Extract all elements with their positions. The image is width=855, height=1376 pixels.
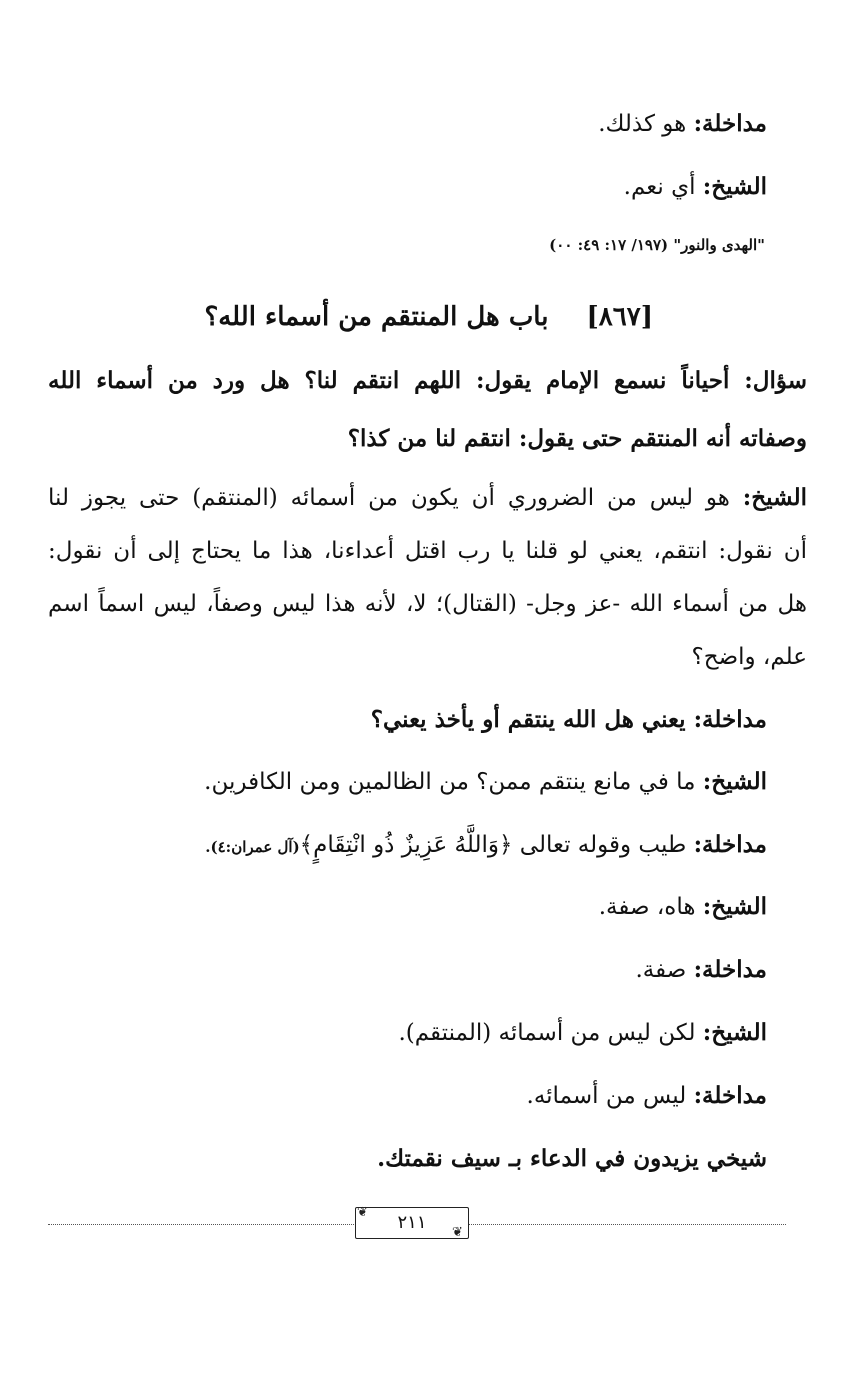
speaker-label: الشيخ: (742, 484, 807, 511)
speaker-label: مداخلة: (693, 956, 767, 983)
page-number: ٢١١ (355, 1207, 469, 1239)
answer-text: هو ليس من الضروري أن يكون من أسمائه (المنتقم) حتى يجوز لنا (48, 485, 743, 511)
question-line (48, 366, 807, 396)
dialogue-line (398, 1018, 767, 1048)
section-title: باب هل المنتقم من أسماء الله؟ (204, 302, 549, 332)
speaker-label: الشيخ: (702, 173, 767, 200)
dialogue-text: ما في مانع ينتقم ممن؟ من الظالمين ومن الكافرين. (204, 769, 703, 795)
dialogue-line (527, 1081, 767, 1111)
closing-line: شيخي يزيدون في الدعاء بـ سيف نقمتك. (377, 1145, 767, 1172)
speaker-label: مداخلة: (693, 706, 767, 733)
corner-ornament-icon: ❦ (357, 1205, 368, 1220)
dialogue-line (205, 830, 767, 862)
dialogue-line (635, 955, 767, 985)
dialogue-line (371, 705, 767, 735)
question-line: وصفاته أنه المنتقم حتى يقول: انتقم لنا من كذا؟ (347, 425, 807, 452)
speaker-label: مداخلة: (693, 1082, 767, 1109)
dialogue-text: صفة. (635, 957, 694, 983)
dialogue-text: هاه، صفة. (598, 894, 703, 920)
question-text: أحياناً نسمع الإمام يقول: اللهم انتقم لنا؟ هل ورد من أسماء الله (48, 367, 745, 394)
source-citation: "الهدى والنور" (١٩٧/ ١٧: ٤٩: ٠٠) (549, 236, 765, 254)
answer-line: علم، واضح؟ (691, 644, 807, 670)
answer-line: أن نقول: انتقم، يعني لو قلنا يا رب اقتل أعداءنا، هذا ما يحتاج إلى أن نقول: (48, 538, 807, 564)
dialogue-line (598, 109, 767, 139)
dialogue-text: يعني هل الله ينتقم أو يأخذ يعني؟ (370, 706, 694, 733)
speaker-label: مداخلة: (693, 831, 767, 858)
dialogue-text: طيب وقوله تعالى ﴿وَاللَّهُ عَزِيزٌ ذُو انْتِقَامٍ﴾ (299, 832, 694, 858)
quran-reference: (آل عمران:٤). (205, 838, 300, 856)
section-number: [٨٦٧] (586, 302, 653, 332)
speaker-label: مداخلة: (693, 110, 767, 137)
answer-line: هل من أسماء الله -عز وجل- (القتال)؛ لا، لأنه هذا ليس وصفاً، ليس اسماً اسم (48, 591, 807, 617)
section-heading (204, 300, 653, 334)
dialogue-line (624, 172, 767, 202)
corner-ornament-icon: ❦ (452, 1225, 463, 1240)
dialogue-text: لكن ليس من أسمائه (المنتقم). (398, 1020, 703, 1046)
dialogue-line (204, 767, 767, 797)
dialogue-line (599, 892, 767, 922)
speaker-label: الشيخ: (702, 768, 767, 795)
speaker-label: الشيخ: (702, 893, 767, 920)
speaker-label: سؤال: (744, 367, 807, 394)
dialogue-text: ليس من أسمائه. (526, 1083, 694, 1109)
dialogue-text: هو كذلك. (598, 111, 694, 137)
dialogue-text: أي نعم. (623, 174, 703, 200)
answer-line (48, 483, 807, 513)
speaker-label: الشيخ: (702, 1019, 767, 1046)
